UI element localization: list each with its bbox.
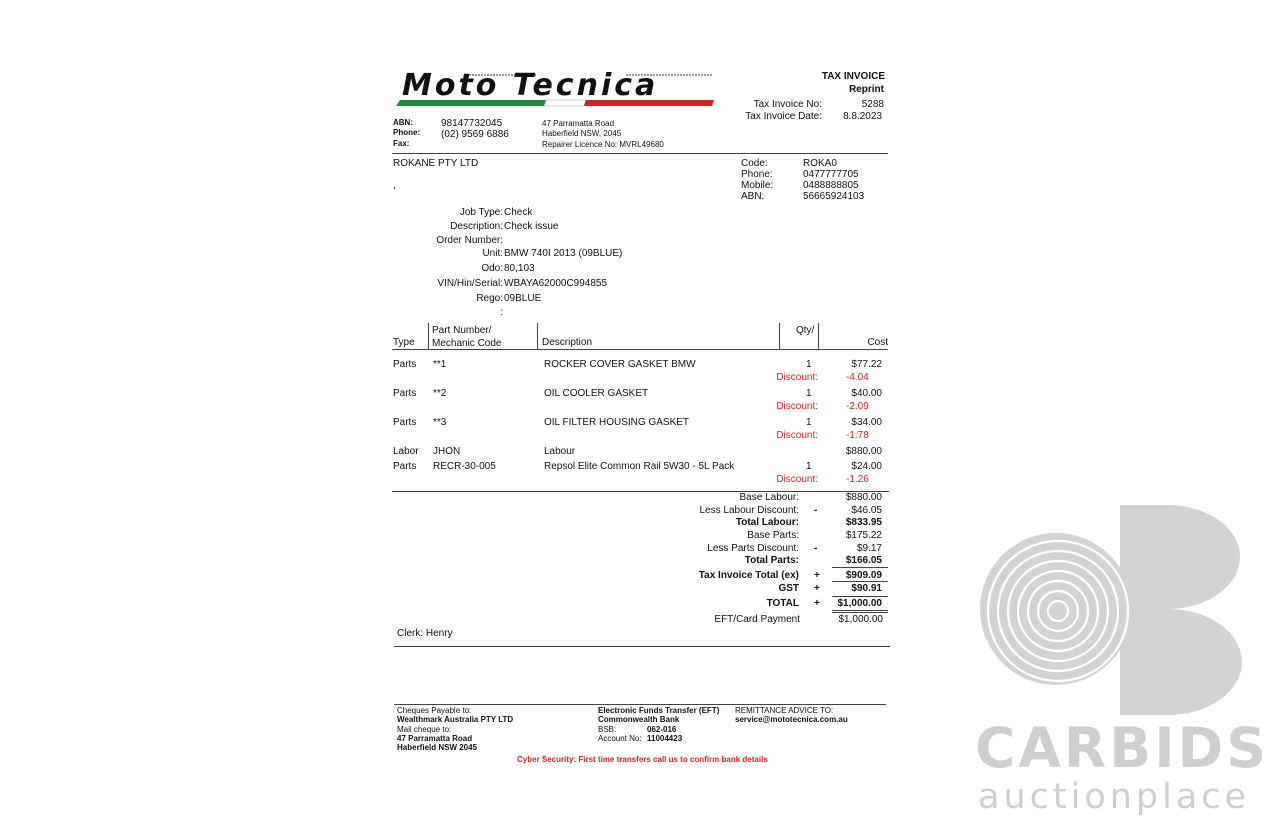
- mail-address1: 47 Parramatta Road: [397, 734, 473, 743]
- row-type: Labor: [393, 446, 419, 457]
- job-label: VIN/Hin/Serial:: [437, 278, 503, 289]
- row-qty: 1: [806, 359, 812, 370]
- total-value: $909.09: [845, 570, 882, 581]
- repairer-licence: Repairer Licence No: MVRL49680: [542, 140, 664, 149]
- customer-abn: 56665924103: [803, 191, 865, 202]
- code-label: Code:: [741, 158, 768, 169]
- account-value: 11004423: [647, 734, 683, 743]
- row-description: OIL FILTER HOUSING GASKET: [544, 417, 690, 428]
- bsb-label: BSB:: [598, 725, 617, 734]
- row-description: Labour: [544, 446, 576, 457]
- watermark-carbids: CARBIDS: [975, 716, 1269, 780]
- job-label: Description:: [450, 221, 503, 232]
- invoice-date: 8.8.2023: [843, 111, 882, 122]
- company-abn: 98147732045: [441, 118, 503, 129]
- row-type: Parts: [393, 417, 417, 428]
- total-sign: +: [814, 570, 820, 581]
- row-qty: 1: [806, 388, 812, 399]
- total-underline: [832, 581, 888, 582]
- company-address1: 47 Parramatta Road: [542, 119, 615, 128]
- total-label: Base Labour:: [739, 492, 799, 503]
- row-cost: $40.00: [851, 388, 882, 399]
- row-description: Repsol Elite Common Rail 5W30 - 5L Pack: [544, 461, 735, 472]
- total-label: Tax Invoice Total (ex): [698, 570, 799, 581]
- row-code: **2: [433, 388, 447, 399]
- total-label: Less Parts Discount:: [707, 543, 799, 554]
- customer-mobile: 0488888805: [803, 180, 859, 191]
- total-underline: [832, 610, 888, 611]
- company-logo: [396, 70, 714, 110]
- customer-phone: 0477777705: [803, 169, 859, 180]
- row-discount-label: Discount:: [776, 372, 818, 383]
- invoice-no: 5288: [861, 99, 884, 110]
- mail-label: Mail cheque to:: [397, 725, 452, 734]
- row-discount-label: Discount:: [776, 474, 818, 485]
- total-sign: +: [814, 598, 820, 609]
- total-label: TOTAL: [766, 598, 799, 609]
- job-value: Check issue: [504, 221, 559, 232]
- bsb-value: 062-016: [647, 725, 677, 734]
- cust-phone-label: Phone:: [741, 169, 773, 180]
- row-description: OIL COOLER GASKET: [544, 388, 649, 399]
- watermark-auctionplace: auctionplace: [978, 777, 1251, 817]
- row-cost: $24.00: [851, 461, 882, 472]
- total-value: $833.95: [845, 517, 882, 528]
- row-type: Parts: [393, 359, 417, 370]
- header-description: Description: [542, 337, 593, 348]
- col-divider: [537, 323, 538, 349]
- job-value: Check: [504, 207, 533, 218]
- mail-address2: Haberfield NSW 2045: [397, 743, 478, 752]
- row-type: Parts: [393, 461, 417, 472]
- total-label: Base Parts:: [747, 530, 799, 541]
- cust-abn-label: ABN:: [741, 191, 765, 202]
- row-code: RECR-30-005: [433, 461, 496, 472]
- customer-name: ROKANE PTY LTD: [393, 158, 479, 169]
- total-value: $166.05: [845, 555, 882, 566]
- job-label: Unit:: [482, 248, 503, 259]
- bank-name: Commonwealth Bank: [598, 715, 680, 724]
- payment-label: EFT/Card Payment: [714, 614, 800, 625]
- total-value: $46.05: [851, 505, 882, 516]
- eft-title: Electronic Funds Transfer (EFT): [598, 706, 720, 715]
- clerk-divider: [394, 646, 890, 647]
- customer-code: ROKA0: [803, 158, 837, 169]
- invoice-title: TAX INVOICE: [821, 71, 885, 82]
- invoice-date-label: Tax Invoice Date:: [745, 111, 822, 122]
- job-value: 80,103: [504, 263, 535, 274]
- job-label: Order Number:: [436, 235, 503, 246]
- cheques-label: Cheques Payable to:: [397, 706, 472, 715]
- row-discount: -2.09: [846, 401, 869, 412]
- col-divider: [818, 323, 819, 349]
- row-discount: -1.78: [846, 430, 869, 441]
- total-double-underline: [832, 612, 888, 613]
- remittance-label: REMITTANCE ADVICE TO:: [735, 706, 834, 715]
- total-sign: -: [814, 543, 818, 554]
- row-code: **1: [433, 359, 447, 370]
- account-label: Account No:: [598, 734, 642, 743]
- total-underline: [832, 596, 888, 597]
- row-type: Parts: [393, 388, 417, 399]
- total-underline: [832, 567, 888, 568]
- divider: [392, 153, 888, 154]
- row-discount: -1.26: [846, 474, 869, 485]
- job-label: Job Type:: [459, 207, 503, 218]
- total-value: $1,000.00: [837, 598, 882, 609]
- footer-divider: [394, 704, 886, 705]
- job-label: Rego:: [476, 293, 503, 304]
- header-cost: Cost: [867, 337, 888, 348]
- company-phone: (02) 9569 6886: [441, 129, 509, 140]
- company-address2: Haberfield NSW, 2045: [542, 129, 622, 138]
- payment-value: $1,000.00: [838, 614, 883, 625]
- row-discount-label: Discount:: [776, 430, 818, 441]
- fax-label: Fax:: [393, 139, 410, 148]
- row-qty: 1: [806, 417, 812, 428]
- job-value: BMW 740I 2013 (09BLUE): [504, 248, 623, 259]
- total-value: $9.17: [856, 543, 882, 554]
- total-sign: +: [814, 583, 820, 594]
- job-value: WBAYA62000C994855: [504, 278, 608, 289]
- invoice-subtitle: Reprint: [849, 84, 884, 95]
- clerk: Clerk: Henry: [397, 628, 453, 639]
- logo-text: Moto Tecnica: [402, 68, 659, 103]
- job-label: Odo:: [481, 263, 503, 274]
- row-code: JHON: [433, 446, 461, 457]
- total-label: Total Parts:: [744, 555, 799, 566]
- total-value: $175.22: [845, 530, 882, 541]
- total-label: Less Labour Discount:: [699, 505, 799, 516]
- customer-comma: ,: [393, 180, 396, 191]
- watermark-logo: [978, 505, 1254, 715]
- abn-label: ABN:: [393, 118, 413, 127]
- total-value: $880.00: [845, 492, 882, 503]
- row-discount-label: Discount:: [776, 401, 818, 412]
- remittance-email: service@mototecnica.com.au: [735, 715, 848, 724]
- phone-label: Phone:: [393, 128, 421, 137]
- total-sign: -: [814, 505, 818, 516]
- total-value: $90.91: [851, 583, 882, 594]
- header-type: Type: [393, 337, 415, 348]
- mobile-label: Mobile:: [741, 180, 774, 191]
- row-cost: $34.00: [851, 417, 882, 428]
- total-label: Total Labour:: [735, 517, 799, 528]
- total-label: GST: [778, 583, 799, 594]
- header-qty: Qty/: [796, 325, 815, 336]
- row-code: **3: [433, 417, 447, 428]
- row-discount: -4.04: [846, 372, 869, 383]
- col-divider: [779, 323, 780, 349]
- totals-divider: [392, 491, 889, 492]
- job-label: :: [500, 307, 503, 318]
- header-part-number: Part Number/: [432, 325, 492, 336]
- job-value: 09BLUE: [504, 293, 542, 304]
- row-description: ROCKER COVER GASKET BMW: [544, 359, 696, 370]
- invoice-no-label: Tax Invoice No:: [753, 99, 822, 110]
- col-divider: [428, 323, 429, 349]
- row-cost: $77.22: [851, 359, 882, 370]
- cheques-name: Wealthmark Australia PTY LTD: [397, 715, 514, 724]
- cyber-security-note: Cyber Security: First time transfers call us to confirm bank details: [517, 755, 768, 764]
- header-mechanic-code: Mechanic Code: [432, 338, 502, 349]
- row-qty: 1: [806, 461, 812, 472]
- row-cost: $880.00: [845, 446, 882, 457]
- table-header-line: [392, 349, 888, 350]
